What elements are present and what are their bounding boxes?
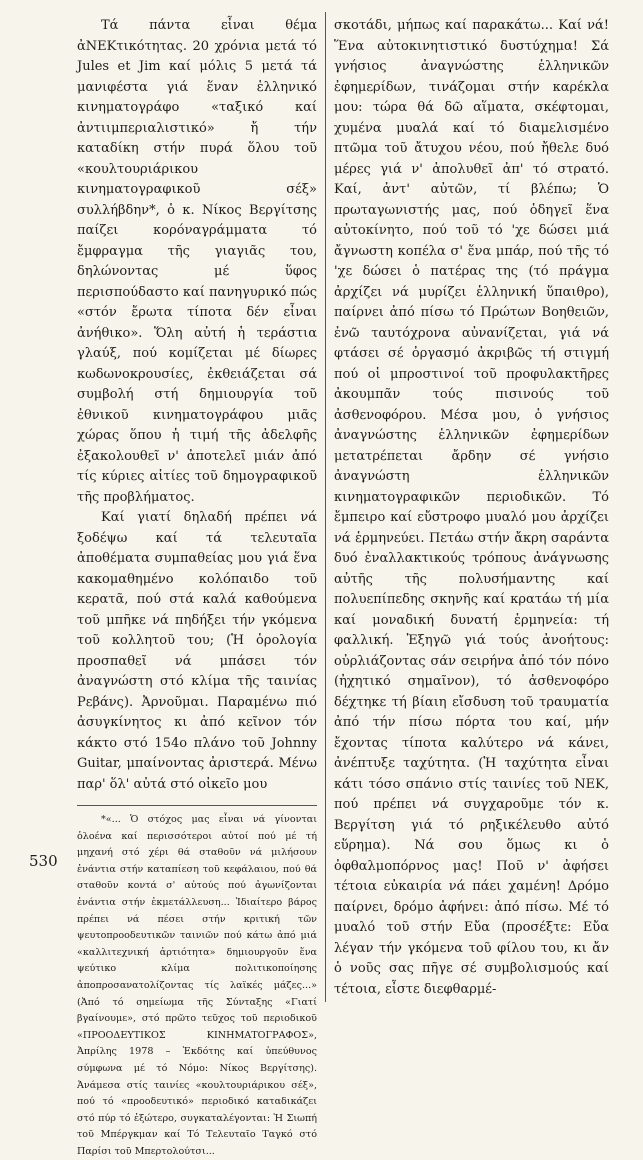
left-column (77, 16, 317, 1160)
right-column (334, 16, 609, 1000)
footnote (77, 812, 317, 1160)
page-number: 530 (29, 852, 58, 870)
column-divider (325, 12, 326, 1002)
body-paragraph: σκοτάδι, μήπως καί παρακάτω... Καί νά! Ἕνα αὐτοκινητιστικό δυστύχημα! Σά γνήσιος ἀναγνώστης ἑλληνικῶν ἐφημερίδων, τινάζομαι στήν καρέκλα μου: τώρα θά δῶ αἵματα, σκέφτομαι, χυμένα μυαλά καί τό διαμελισμένο πτῶμα τοῦ ἄτυχου νέου, πού ἤθελε δυό μέρες γιά ν' ἀπολυθεῖ ἀπ' τό στρατό. Καί, ἀντ' αὐτῶν, τί βλέπω; Ὁ πρωταγωνιστής μας, πού ὁδηγεῖ ἕνα αὐτοκίνητο, πού τοῦ τό 'χε δώσει μιά ἄγνωστη κοπέλα σ' ἕνα μπάρ, πού τῆς τό 'χε δώσει ὁ πατέρας της (τό πράγμα ἀρχίζει νά μυρίζει ἑλληνική ὕπαιθρο), παίρνει ἀπό πίσω τό Πρώτων Βοηθειῶν, ἐνῶ ταυτόχρονα αὐνανίζεται, γιά νά φτάσει σέ ὀργασμό ἀκριβῶς τή στιγμή πού οἱ μπροστινοί τοῦ προφυλακτῆρες ἀκουμπᾶν τούς πισινούς τοῦ ἀσθενοφόρου. Μέσα μου, ὁ γνήσιος ἀναγνώστης ἑλληνικῶν ἐφημερίδων μετατρέπεται ἄρδην σέ γνήσιο ἀναγνώστη ἑλληνικῶν κινηματογραφικῶν περιοδικῶν. Τό ἔμπειρο καί εὔστροφο μυαλό μου ἀρχίζει νά ἑρμηνεύει. Πετάω στήν ἄκρη σαράντα δυό ἐναλλακτικούς τρόπους ἀνάγνωσης αὐτῆς τῆς πολυσήμαντης καί πολυεπίπεδης σκηνῆς καί κρατάω τή μία καί μοναδική δυνατή ἑρμηνεία: τή φαλλική. Ἐξηγῶ γιά τούς ἀνοήτους: οὐρλιάζοντας σάν σειρήνα ἀπό τόν πόνο (ἠχητικό σημαῖνον), τό ἀσθενοφόρο δέχτηκε τή βίαιη εἴσδυση τοῦ τραυματία ἀπό τήν πίσω πόρτα του καί, μήν ἔχοντας τίποτα καλύτερο νά κάνει, ἀνέπτυξε ταχύτητα. (Ἡ ταχύτητα εἶναι κάτι τόσο σπάνιο στίς ταινίες τοῦ ΝΕΚ, πού πρέπει νά συγχαροῦμε τόν κ. Βεργίτση γιά τό ρηξικέλευθο αὐτό εὕρημα). Νά σου ὅμως κι ὁ ὀφθαλμοπόρνος μας! Ποῦ ν' ἀφήσει τέτοια εὐκαιρία νά πάει χαμένη! Δρόμο παίρνει, δρόμο ἀφήνει: ἀπό πίσω. Μέ τό μυαλό τοῦ στήν Εὔα (προσέξτε: Εὔα λέγαν τήν γκόμενα τοῦ φίλου του, κι ἄν ὁ νοῦς σας πῆγε σέ συμβολισμούς καί τέτοια, εἶστε διεφθαρμέ- (334, 18, 609, 997)
footnote-separator (77, 805, 317, 806)
footnote-text: *«... Ὁ στόχος μας εἶναι νά γίνονται ὁλοένα καί περισσότεροι αὐτοί πού μέ τή μηχανή στό χέρι θά σταθοῦν νά μιλήσουν ἐνάντια στήν καταπίεση τοῦ κεφάλαιου, πού θά σταθοῦν κοντά σ' αὐτούς πού ἀγωνίζονται ἐνάντια στήν ἐκμετάλλευση... Ἰδιαίτερο βάρος πρέπει νά πέσει στήν κριτική τῶν ψευτοπροοδευτικῶν ταινιῶν πού κάτω ἀπό μιά «καλλιτεχνική ἀρτιότητα» δημιουργοῦν ἕνα ψεύτικο κλίμα πολιτικοποίησης ἀποπροσανατολίζοντας τίς λαϊκές μάζες...» (Ἀπό τό σημείωμα τῆς Σύνταξης «Γιατί βγαίνουμε», στό πρῶτο τεῦχος τοῦ περιοδικοῦ «ΠΡΟΟΔΕΥΤΙΚΟΣ ΚΙΝΗΜΑΤΟΓΡΑΦΟΣ», Ἀπρίλης 1978 – Ἐκδότης καί ὑπεύθυνος σύμφωνα μέ τό Νόμο: Νίκος Βεργίτσης). Ἀνάμεσα στίς ταινίες «κουλτουριάρικου σέξ», πού τό «προοδευτικό» περιοδικό καταδικάζει στό πύρ τό ἐξώτερο, συγκαταλέγονται: Ἡ Σιωπή τοῦ Μπέργκμαν καί Τό Τελευταῖο Ταγκό στό Παρίσι τοῦ Μπερτολούτσι... (77, 814, 317, 1157)
body-paragraph: Καί γιατί δηλαδή πρέπει νά ξοδέψω καί τά τελευταῖα ἀποθέματα συμπαθείας μου γιά ἕνα κακομαθημένο κολόπαιδο τοῦ κερατᾶ, πού στά καλά καθούμενα τοῦ μπῆκε νά πηδήξει τήν γκόμενα τοῦ κολλητοῦ του; (Ἡ ὁρολογία προσπαθεῖ νά μπάσει τόν ἀναγνώστη στό κλίμα τῆς ταινίας Ρεβάνς). Ἀρνοῦμαι. Παραμένω πιό ἀσυγκίνητος κι ἀπό κεῖνον τόν κάκτο στό 154ο πλάνο τοῦ Johnny Guitar, μπαίνοντας ἀριστερά. Μένω παρ' ὅλ' αὐτά στό οἰκεῖο μου (77, 510, 317, 792)
body-paragraph: Τά πάντα εἶναι θέμα ἀΝΕΚτικότητας. 20 χρόνια μετά τό Jules et Jim καί μόλις 5 μετά τά μανιφέστα γιά ἕναν ἑλληνικό κινηματογράφο «ταξικό καί ἀντιιμπεριαλιστικό» ἤ τήν καταδίκη στήν πυρά ὅλου τοῦ «κουλτουριάρικου κινηματογραφικοῦ σέξ» συλλήβδην*, ὁ κ. Νίκος Βεργίτσης παίζει κορόναγράμματα τό ἔμφραγμα τῆς γιαγιᾶς του, δηλώνοντας μέ ὕφος περισπούδαστο καί πανηγυρικό πώς «στόν ἔρωτα τίποτα δέν εἶναι ἀνήθικο». Ὅλη αὐτή ἡ τεράστια γλαύξ, πού κομίζεται μέ δίωρες κωδωνοκρουσίες, ἐκθειάζεται σά συμβολή στή δημιουργία τοῦ ἐθνικοῦ κινηματογράφου μιᾶς χώρας ὅπου ἡ τιμή τῆς ἀδελφῆς ἐξακολουθεῖ ν' ἀποτελεῖ μιάν ἀπό τίς κύριες αἰτίες τοῦ δημογραφικοῦ τῆς προβλήματος. (77, 18, 317, 505)
